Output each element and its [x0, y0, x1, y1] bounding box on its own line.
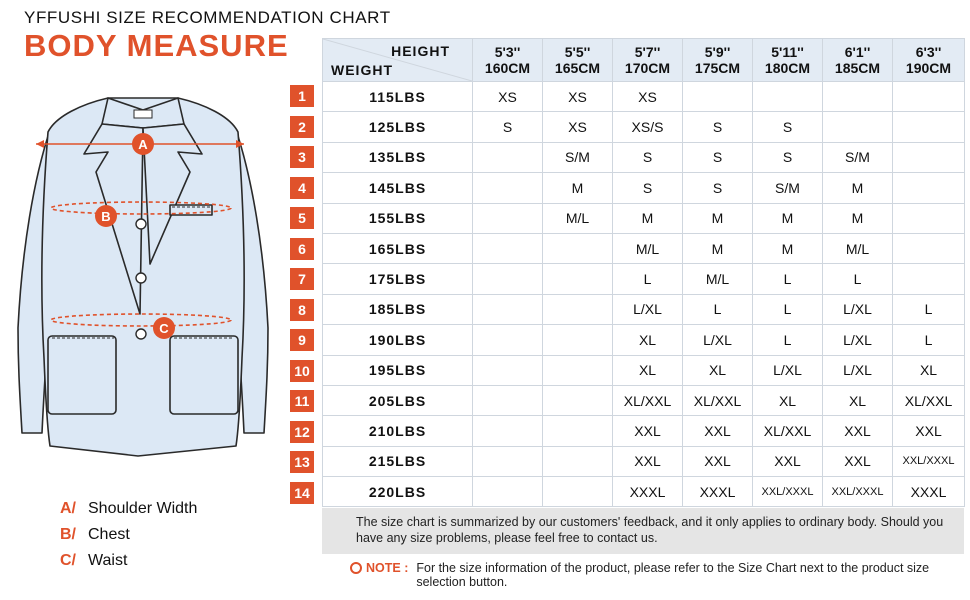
size-cell: XXL/XXXL	[753, 477, 823, 507]
svg-text:C: C	[159, 321, 169, 336]
height-column-header	[823, 39, 893, 82]
size-cell	[543, 233, 613, 263]
weight-cell: 115LBS	[323, 82, 473, 112]
row-number-badge: 14	[290, 482, 314, 504]
table-row	[323, 416, 965, 446]
size-cell: XL	[613, 355, 683, 385]
measure-legend	[60, 496, 197, 574]
size-cell	[893, 233, 965, 263]
size-cell	[473, 325, 543, 355]
legend-letter: B/	[60, 526, 76, 543]
size-cell	[473, 477, 543, 507]
height-imperial: 6'3''	[915, 44, 942, 60]
height-metric: 185CM	[834, 60, 881, 76]
row-number-badge: 4	[290, 177, 314, 199]
height-column-header	[473, 39, 543, 82]
size-cell: L	[753, 264, 823, 294]
row-number-badge: 1	[290, 85, 314, 107]
size-cell: XXL	[823, 446, 893, 476]
size-cell	[543, 446, 613, 476]
table-row	[323, 446, 965, 476]
size-cell: M	[753, 203, 823, 233]
size-cell: M/L	[823, 233, 893, 263]
weight-cell: 185LBS	[323, 294, 473, 324]
size-cell: S	[683, 142, 753, 172]
size-cell	[543, 325, 613, 355]
height-column-header	[543, 39, 613, 82]
size-cell: M	[683, 203, 753, 233]
size-cell	[473, 385, 543, 415]
feedback-note: The size chart is summarized by our customers' feedback, and it only applies to ordinary body. Should you have any size problems, please feel free to contact us.	[322, 508, 964, 554]
weight-cell: 205LBS	[323, 385, 473, 415]
marker-a	[132, 133, 154, 155]
size-cell: M	[753, 233, 823, 263]
size-cell	[893, 82, 965, 112]
table-row	[323, 233, 965, 263]
size-cell	[893, 264, 965, 294]
height-imperial: 6'1''	[844, 44, 871, 60]
size-cell	[543, 416, 613, 446]
height-column-header	[753, 39, 823, 82]
height-axis-label: HEIGHT	[391, 43, 450, 59]
size-cell: L/XL	[823, 325, 893, 355]
size-cell: S	[753, 112, 823, 142]
table-row	[323, 203, 965, 233]
table-corner-cell	[323, 39, 473, 82]
row-number-badge: 10	[290, 360, 314, 382]
button-bottom	[136, 329, 146, 339]
size-cell	[473, 203, 543, 233]
size-cell: L/XL	[823, 355, 893, 385]
size-cell: M/L	[613, 233, 683, 263]
size-cell	[683, 82, 753, 112]
row-number-badge: 3	[290, 146, 314, 168]
row-number-badge: 2	[290, 116, 314, 138]
size-cell: XXL	[613, 416, 683, 446]
chest-pocket	[170, 205, 212, 215]
size-cell: L/XL	[613, 294, 683, 324]
row-number-badge: 7	[290, 268, 314, 290]
table-row	[323, 173, 965, 203]
size-cell	[543, 385, 613, 415]
size-cell: M	[823, 173, 893, 203]
row-number-badge: 9	[290, 329, 314, 351]
size-cell	[753, 82, 823, 112]
svg-text:B: B	[101, 209, 111, 224]
size-cell: XXL	[893, 416, 965, 446]
page-title: BODY MEASURE	[24, 28, 289, 63]
size-cell	[473, 294, 543, 324]
size-cell	[543, 477, 613, 507]
weight-cell: 145LBS	[323, 173, 473, 203]
size-cell: L	[683, 294, 753, 324]
height-imperial: 5'5''	[564, 44, 591, 60]
note-label-wrap	[350, 561, 408, 589]
button-middle	[136, 273, 146, 283]
weight-cell: 165LBS	[323, 233, 473, 263]
size-cell: S	[753, 142, 823, 172]
height-metric: 180CM	[764, 60, 811, 76]
row-number-badge: 8	[290, 299, 314, 321]
row-number-badge: 5	[290, 207, 314, 229]
legend-letter: C/	[60, 552, 76, 569]
marker-c	[153, 317, 175, 339]
height-imperial: 5'9''	[704, 44, 731, 60]
marker-b	[95, 205, 117, 227]
size-cell: XXXL	[613, 477, 683, 507]
size-cell	[473, 264, 543, 294]
size-cell: L	[893, 325, 965, 355]
size-cell: S	[613, 173, 683, 203]
height-imperial: 5'7''	[634, 44, 661, 60]
size-cell: XS	[473, 82, 543, 112]
size-chart-table	[322, 38, 965, 507]
size-cell: XXXL	[683, 477, 753, 507]
legend-item-waist	[60, 548, 197, 574]
brand-title: YFFUSHI SIZE RECOMMENDATION CHART	[24, 8, 391, 27]
height-metric: 175CM	[694, 60, 741, 76]
size-cell: S	[473, 112, 543, 142]
weight-cell: 125LBS	[323, 112, 473, 142]
size-cell: XXL	[683, 446, 753, 476]
size-cell	[893, 112, 965, 142]
size-cell	[473, 142, 543, 172]
size-cell: L	[893, 294, 965, 324]
height-column-header	[613, 39, 683, 82]
size-cell: XXL	[613, 446, 683, 476]
weight-cell: 215LBS	[323, 446, 473, 476]
weight-cell: 220LBS	[323, 477, 473, 507]
size-cell: XL/XXL	[683, 385, 753, 415]
collar-label	[134, 110, 152, 118]
size-cell	[893, 203, 965, 233]
row-number-badge: 12	[290, 421, 314, 443]
height-metric: 160CM	[484, 60, 531, 76]
size-cell	[473, 446, 543, 476]
size-cell: XXL/XXXL	[823, 477, 893, 507]
size-cell: M	[543, 173, 613, 203]
weight-axis-label: WEIGHT	[331, 62, 393, 78]
size-note	[350, 561, 950, 589]
note-ring-icon	[350, 562, 362, 574]
table-row	[323, 112, 965, 142]
size-cell: S	[683, 173, 753, 203]
svg-text:A: A	[138, 137, 148, 152]
table-row	[323, 142, 965, 172]
size-cell: L	[753, 325, 823, 355]
size-cell: M	[823, 203, 893, 233]
size-cell: S	[683, 112, 753, 142]
size-cell: M/L	[543, 203, 613, 233]
size-cell: L	[613, 264, 683, 294]
legend-label: Chest	[88, 526, 130, 543]
button-top	[136, 219, 146, 229]
size-cell: XXL/XXXL	[893, 446, 965, 476]
size-cell: XL/XXL	[893, 385, 965, 415]
size-cell: XXL	[823, 416, 893, 446]
size-cell: XXL	[683, 416, 753, 446]
size-cell: XL	[683, 355, 753, 385]
size-cell	[823, 112, 893, 142]
size-cell	[823, 82, 893, 112]
table-row	[323, 355, 965, 385]
size-cell: L	[823, 264, 893, 294]
weight-cell: 175LBS	[323, 264, 473, 294]
size-cell: L/XL	[753, 355, 823, 385]
size-cell: XXL	[753, 446, 823, 476]
size-cell	[893, 142, 965, 172]
height-metric: 190CM	[905, 60, 952, 76]
legend-letter: A/	[60, 500, 76, 517]
size-cell: XL	[823, 385, 893, 415]
note-label: NOTE :	[366, 561, 409, 575]
row-number-badge: 6	[290, 238, 314, 260]
size-cell: XL/XXL	[613, 385, 683, 415]
jacket-illustration	[12, 88, 274, 468]
size-cell: XS	[613, 82, 683, 112]
size-cell	[473, 355, 543, 385]
weight-cell: 210LBS	[323, 416, 473, 446]
legend-item-shoulder	[60, 496, 197, 522]
table-row	[323, 82, 965, 112]
legend-label: Waist	[88, 552, 128, 569]
height-imperial: 5'11''	[771, 44, 804, 60]
table-header-row	[323, 39, 965, 82]
row-number-badge: 11	[290, 390, 314, 412]
size-cell: XL	[613, 325, 683, 355]
size-cell: L/XL	[683, 325, 753, 355]
size-cell: XS	[543, 82, 613, 112]
size-cell: S/M	[753, 173, 823, 203]
size-cell: S/M	[543, 142, 613, 172]
size-cell	[543, 355, 613, 385]
size-cell: M	[683, 233, 753, 263]
table-row	[323, 264, 965, 294]
size-cell: S	[613, 142, 683, 172]
size-cell	[473, 416, 543, 446]
size-cell: M	[613, 203, 683, 233]
note-text: For the size information of the product, please refer to the Size Chart next to the product size selection button.	[416, 561, 930, 589]
size-cell: XXXL	[893, 477, 965, 507]
size-cell: L	[753, 294, 823, 324]
size-cell	[543, 294, 613, 324]
size-cell: L/XL	[823, 294, 893, 324]
size-cell	[473, 173, 543, 203]
size-cell	[473, 233, 543, 263]
height-metric: 165CM	[554, 60, 601, 76]
height-metric: 170CM	[624, 60, 671, 76]
size-cell: XL	[893, 355, 965, 385]
weight-cell: 155LBS	[323, 203, 473, 233]
right-pocket	[170, 336, 238, 414]
row-number-badge: 13	[290, 451, 314, 473]
left-pocket	[48, 336, 116, 414]
size-cell	[893, 173, 965, 203]
weight-cell: 135LBS	[323, 142, 473, 172]
weight-cell: 195LBS	[323, 355, 473, 385]
height-imperial: 5'3''	[494, 44, 521, 60]
size-cell: XL	[753, 385, 823, 415]
height-column-header	[893, 39, 965, 82]
table-row	[323, 477, 965, 507]
size-cell: XL/XXL	[753, 416, 823, 446]
size-cell: XS	[543, 112, 613, 142]
weight-cell: 190LBS	[323, 325, 473, 355]
size-cell: M/L	[683, 264, 753, 294]
legend-item-chest	[60, 522, 197, 548]
size-cell	[543, 264, 613, 294]
table-row	[323, 385, 965, 415]
size-cell: S/M	[823, 142, 893, 172]
legend-label: Shoulder Width	[88, 500, 198, 517]
table-row	[323, 294, 965, 324]
size-cell: XS/S	[613, 112, 683, 142]
height-column-header	[683, 39, 753, 82]
table-row	[323, 325, 965, 355]
